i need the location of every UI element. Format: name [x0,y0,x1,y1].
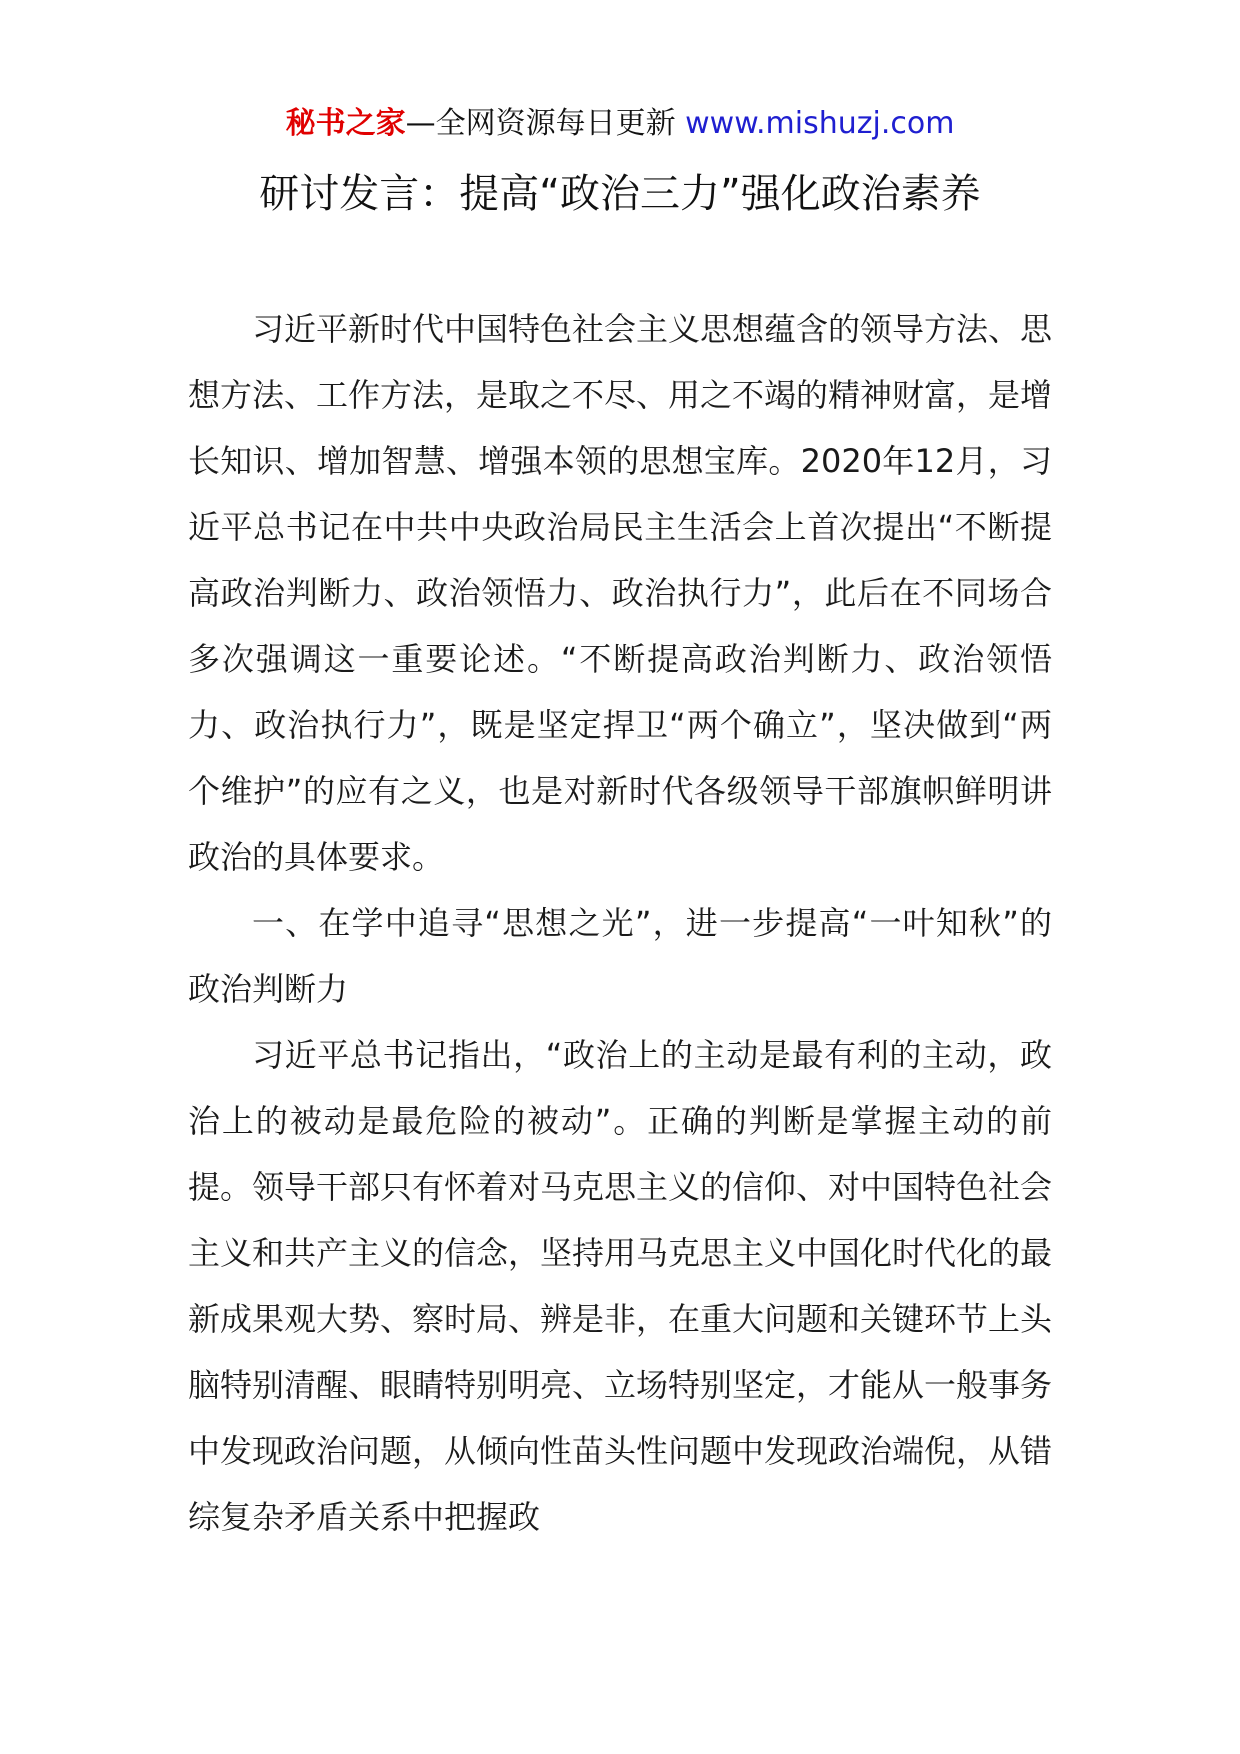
site-header [0,104,1240,144]
header-slogan: —全网资源每日更新 [405,106,676,141]
site-url[interactable]: www.mishuzj.com [685,106,955,141]
paragraph-intro: 习近平新时代中国特色社会主义思想蕴含的领导方法、思想方法、工作方法，是取之不尽、用之不竭的精神财富，是增长知识、增加智慧、增强本领的思想宝库。2020年12月，习近平总书记在中共中央政治局民主生活会上首次提出“不断提高政治判断力、政治领悟力、政治执行力”，此后在不同场合多次强调这一重要论述。“不断提高政治判断力、政治领悟力、政治执行力”，既是坚定捍卫“两个确立”，坚决做到“两个维护”的应有之义，也是对新时代各级领导干部旗帜鲜明讲政治的具体要求。 [188,310,1053,876]
document-body [188,296,1052,1550]
brand-name: 秘书之家 [285,106,406,141]
document-title: 研讨发言：提高“政治三力”强化政治素养 [259,171,981,217]
section-heading-1: 一、在学中追寻“思想之光”，进一步提高“一叶知秋”的政治判断力 [188,904,1052,1008]
paragraph-section-1: 习近平总书记指出，“政治上的主动是最有利的主动，政治上的被动是最危险的被动”。正确的判断是掌握主动的前提。领导干部只有怀着对马克思主义的信仰、对中国特色社会主义和共产主义的信念，坚持用马克思主义中国化时代化的最新成果观大势、察时局、辨是非，在重大问题和关键环节上头脑特别清醒、眼睛特别明亮、立场特别坚定，才能从一般事务中发现政治问题，从倾向性苗头性问题中发现政治端倪，从错综复杂矛盾关系中把握政 [188,1036,1053,1536]
